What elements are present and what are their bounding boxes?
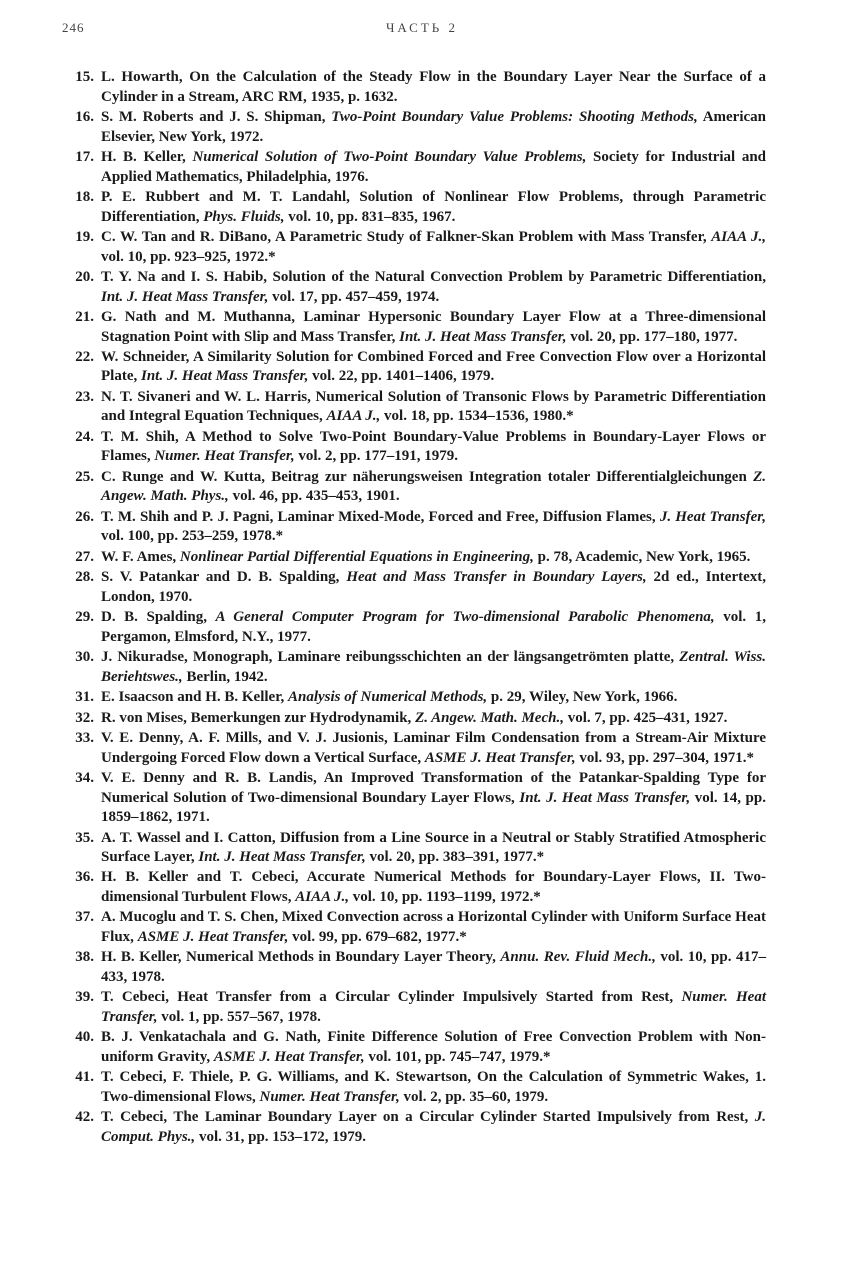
reference-text [101, 548, 766, 568]
reference-text [101, 108, 766, 147]
reference-source-title: J. Comput. Phys., [101, 1109, 766, 1145]
reference-text-segment: P. E. Rubbert and M. T. Landahl, Solution of Nonlinear Flow Problems, through Parametric Differentiation, [101, 188, 766, 225]
reference-source-title: Nonlinear Partial Differential Equations in Engineering, [179, 548, 534, 565]
reference-text-segment: T. Cebeci, F. Thiele, P. G. Williams, and K. Stewartson, On the Calculation of Symmetric Wakes, 1. Two-dimensional Flows, [101, 1069, 766, 1105]
reference-number: 19. [75, 228, 94, 245]
reference-item [66, 108, 766, 147]
reference-item [66, 1028, 766, 1067]
reference-text-segment: T. M. Shih and P. J. Pagni, Laminar Mixed-Mode, Forced and Free, Diffusion Flames, [101, 508, 660, 525]
reference-text-segment: S. V. Patankar and D. B. Spalding, [101, 569, 347, 586]
reference-text-segment: vol. 31, pp. 153–172, 1979. [195, 1128, 367, 1145]
reference-text-segment: V. E. Denny and R. B. Landis, An Improved Transformation of the Patankar-Spalding Type for Numerical Solution of Two-dimensional Boundary Layer Flows, [101, 769, 766, 806]
reference-text [101, 769, 766, 828]
reference-text-segment: E. Isaacson and H. B. Keller, [101, 689, 288, 706]
reference-number: 27. [75, 548, 94, 565]
reference-number: 37. [75, 909, 94, 926]
running-head: ЧАСТЬ 2 [385, 20, 459, 35]
reference-text-segment: W. F. Ames, [101, 548, 180, 565]
reference-item [66, 188, 766, 227]
reference-number: 42. [75, 1109, 94, 1126]
reference-text-segment: T. Cebeci, Heat Transfer from a Circular Cylinder Impulsively Started from Rest, [101, 989, 682, 1006]
reference-number: 31. [75, 689, 94, 706]
reference-text-segment: Society for Industrial and Applied Mathematics, Philadelphia, 1976. [101, 148, 767, 185]
reference-text-segment: vol. 93, pp. 297–304, 1971.* [575, 749, 754, 766]
reference-number: 41. [75, 1069, 94, 1086]
reference-text-segment: vol. 7, pp. 425–431, 1927. [563, 709, 728, 726]
reference-text [101, 388, 766, 427]
reference-text-segment: W. Schneider, A Similarity Solution for Combined Forced and Free Convection Flow over a Horizontal Plate, [101, 348, 766, 385]
reference-number: 39. [75, 989, 94, 1006]
reference-number: 30. [75, 649, 94, 666]
reference-text-segment: vol. 2, pp. 35–60, 1979. [399, 1089, 549, 1105]
reference-text-segment: S. M. Roberts and J. S. Shipman, [101, 108, 332, 125]
reference-text-segment: L. Howarth, On the Calculation of the Steady Flow in the Boundary Layer Near the Surface of a Cylinder in a Stream, ARC RM, 1935, p. 1632. [101, 69, 766, 105]
reference-item [66, 508, 766, 547]
reference-text-segment: vol. 10, pp. 923–925, 1972.* [101, 248, 276, 265]
reference-text-segment: vol. 2, pp. 177–191, 1979. [294, 448, 458, 465]
reference-text-segment: H. B. Keller, [101, 148, 193, 165]
page-number: 246 [62, 20, 85, 35]
reference-item [66, 1108, 766, 1147]
reference-text-segment: vol. 10, pp. 831–835, 1967. [284, 208, 456, 225]
reference-item [66, 548, 766, 568]
reference-text-segment: vol. 1, Pergamon, Elmsford, N.Y., 1977. [101, 609, 767, 645]
reference-text [101, 908, 766, 947]
reference-item [66, 1068, 766, 1107]
reference-text-segment: C. W. Tan and R. DiBano, A Parametric Study of Falkner-Skan Problem with Mass Transfer, [101, 228, 712, 245]
reference-item [66, 769, 766, 828]
reference-text-segment: C. Runge and W. Kutta, Beitrag zur näherungsweisen Integration totaler Differentialgleichungen [101, 468, 754, 485]
reference-text-segment: vol. 20, pp. 383–391, 1977.* [365, 849, 545, 866]
reference-text [101, 428, 766, 467]
reference-item [66, 308, 766, 347]
reference-list [66, 68, 766, 1148]
reference-source-title: Int. J. Heat Mass Transfer, [140, 368, 309, 385]
reference-text-segment: vol. 20, pp. 177–180, 1977. [566, 328, 738, 345]
reference-item [66, 729, 766, 768]
reference-source-title: Annu. Rev. Fluid Mech., [500, 949, 656, 966]
reference-number: 25. [75, 468, 94, 485]
reference-text-segment: vol. 1, pp. 557–567, 1978. [157, 1009, 321, 1026]
reference-text [101, 988, 766, 1027]
reference-text-segment: 2d ed., Intertext, London, 1970. [101, 569, 766, 605]
reference-number: 28. [75, 569, 94, 586]
reference-text-segment: A. T. Wassel and I. Catton, Diffusion from a Line Source in a Neutral or Stably Stratified Atmospheric Surface Layer, [101, 829, 766, 866]
reference-text [101, 829, 766, 868]
reference-item [66, 68, 766, 107]
reference-item [66, 648, 766, 687]
reference-source-title: Int. J. Heat Mass Transfer, [198, 849, 366, 866]
reference-text [101, 1028, 766, 1067]
reference-text [101, 948, 766, 987]
reference-source-title: Int. J. Heat Mass Transfer, [519, 789, 691, 806]
reference-text-segment: p. 29, Wiley, New York, 1966. [487, 689, 678, 706]
reference-text [101, 729, 766, 768]
page-header [62, 20, 782, 42]
reference-source-title: Numer. Heat Transfer, [101, 989, 766, 1026]
reference-text-segment: vol. 99, pp. 679–682, 1977.* [288, 929, 467, 946]
reference-item [66, 868, 766, 907]
reference-number: 20. [75, 268, 94, 285]
reference-text [101, 148, 766, 187]
reference-source-title: Phys. Fluids, [203, 208, 285, 225]
reference-text [101, 688, 766, 708]
reference-source-title: J. Heat Transfer, [659, 508, 766, 525]
reference-item [66, 948, 766, 987]
reference-text-segment: vol. 17, pp. 457–459, 1974. [268, 288, 440, 305]
reference-text-segment: vol. 22, pp. 1401–1406, 1979. [308, 368, 495, 385]
reference-text [101, 68, 766, 107]
reference-number: 36. [75, 869, 94, 886]
reference-text-segment: H. B. Keller, Numerical Methods in Boundary Layer Theory, [101, 949, 501, 966]
reference-number: 16. [75, 108, 94, 125]
reference-text-segment: vol. 46, pp. 435–453, 1901. [228, 488, 400, 505]
reference-number: 23. [75, 388, 94, 405]
reference-number: 24. [75, 428, 94, 445]
reference-text [101, 608, 766, 647]
reference-item [66, 709, 766, 729]
reference-item [66, 608, 766, 647]
reference-source-title: Numerical Solution of Two-Point Boundary Value Problems, [192, 148, 587, 165]
reference-text-segment: vol. 101, pp. 745–747, 1979.* [364, 1049, 551, 1066]
reference-text [101, 648, 766, 687]
reference-source-title: ASME J. Heat Transfer, [137, 929, 289, 946]
reference-source-title: A General Computer Program for Two-dimensional Parabolic Phenomena, [215, 609, 715, 626]
reference-text-segment: H. B. Keller and T. Cebeci, Accurate Numerical Methods for Boundary-Layer Flows, II. Two-dimensional Turbulent Flows, [101, 869, 766, 906]
reference-item [66, 568, 766, 607]
reference-text-segment: vol. 100, pp. 253–259, 1978.* [101, 528, 284, 545]
reference-number: 18. [75, 188, 94, 205]
reference-text-segment: T. Cebeci, The Laminar Boundary Layer on a Circular Cylinder Started Impulsively from Rest, [101, 1109, 755, 1126]
reference-number: 29. [75, 609, 94, 626]
reference-number: 22. [75, 348, 94, 365]
reference-text [101, 568, 766, 607]
reference-source-title: Analysis of Numerical Methods, [287, 689, 488, 706]
reference-source-title: AIAA J., [711, 228, 766, 245]
reference-text-segment: Berlin, 1942. [182, 668, 268, 685]
reference-item [66, 908, 766, 947]
reference-item [66, 688, 766, 708]
reference-source-title: Two-Point Boundary Value Problems: Shooting Methods, [331, 108, 698, 125]
reference-number: 40. [75, 1029, 94, 1046]
reference-source-title: Z. Angew. Math. Mech., [415, 709, 564, 726]
reference-text-segment: D. B. Spalding, [101, 609, 216, 626]
reference-text [101, 868, 766, 907]
reference-source-title: Heat and Mass Transfer in Boundary Layers, [346, 569, 647, 586]
reference-item [66, 388, 766, 427]
reference-text [101, 268, 766, 307]
reference-number: 35. [75, 829, 94, 846]
reference-text-segment: T. M. Shih, A Method to Solve Two-Point Boundary-Value Problems in Boundary-Layer Flows or Flames, [101, 428, 766, 465]
reference-number: 15. [75, 69, 94, 85]
reference-text [101, 709, 766, 729]
reference-item [66, 148, 766, 187]
reference-text-segment: A. Mucoglu and T. S. Chen, Mixed Convection across a Horizontal Cylinder with Uniform Surface Heat Flux, [101, 909, 766, 946]
reference-text-segment: G. Nath and M. Muthanna, Laminar Hypersonic Boundary Layer Flow at a Three-dimensional Stagnation Point with Slip and Mass Transfer, [101, 308, 766, 345]
reference-source-title: Z. Angew. Math. Phys., [101, 468, 766, 505]
reference-item [66, 348, 766, 387]
reference-text [101, 228, 766, 267]
reference-number: 38. [75, 949, 94, 966]
reference-text-segment: T. Y. Na and I. S. Habib, Solution of the Natural Convection Problem by Parametric Differentiation, [101, 268, 766, 285]
reference-text-segment: vol. 10, pp. 1193–1199, 1972.* [349, 889, 541, 906]
reference-source-title: Numer. Heat Transfer, [259, 1089, 400, 1105]
reference-source-title: Int. J. Heat Mass Transfer, [399, 328, 567, 345]
reference-text [101, 348, 766, 387]
reference-text [101, 188, 766, 227]
reference-text-segment: J. Nikuradse, Monograph, Laminare reibungsschichten an der längsangetrömten platte, [101, 649, 680, 666]
reference-source-title: ASME J. Heat Transfer, [213, 1049, 365, 1066]
reference-text-segment: V. E. Denny, A. F. Mills, and V. J. Jusionis, Laminar Film Condensation from a Stream-Air Mixture Undergoing Forced Flow down a Vertical Surface, [101, 729, 766, 766]
reference-text-segment: p. 78, Academic, New York, 1965. [533, 548, 751, 565]
reference-source-title: ASME J. Heat Transfer, [424, 749, 576, 766]
reference-text-segment: vol. 14, pp. 1859–1862, 1971. [101, 789, 766, 826]
reference-text [101, 468, 766, 507]
reference-number: 33. [75, 729, 94, 746]
reference-text [101, 308, 766, 347]
reference-text [101, 508, 766, 547]
reference-source-title: AIAA J., [326, 408, 381, 425]
reference-item [66, 268, 766, 307]
reference-item [66, 988, 766, 1027]
reference-number: 26. [75, 508, 94, 525]
reference-source-title: Numer. Heat Transfer, [154, 448, 295, 465]
reference-text-segment: R. von Mises, Bemerkungen zur Hydrodynamik, [101, 709, 416, 726]
reference-text-segment: vol. 18, pp. 1534–1536, 1980.* [380, 408, 574, 425]
reference-item [66, 428, 766, 467]
reference-item [66, 829, 766, 868]
reference-number: 21. [75, 308, 94, 325]
reference-item [66, 228, 766, 267]
reference-text-segment: B. J. Venkatachala and G. Nath, Finite Difference Solution of Free Convection Problem with Non-uniform Gravity, [101, 1029, 766, 1066]
reference-source-title: Int. J. Heat Mass Transfer, [101, 288, 269, 305]
reference-number: 34. [75, 769, 94, 786]
reference-number: 17. [75, 148, 94, 165]
reference-number: 32. [75, 709, 94, 726]
reference-source-title: AIAA J., [295, 889, 350, 906]
reference-text [101, 1108, 766, 1147]
reference-text-segment: vol. 10, pp. 417–433, 1978. [101, 949, 766, 986]
reference-text [101, 1068, 766, 1107]
reference-text-segment: American Elsevier, New York, 1972. [101, 108, 767, 145]
reference-item [66, 468, 766, 507]
reference-text-segment: N. T. Sivaneri and W. L. Harris, Numerical Solution of Transonic Flows by Parametric Differentiation and Integral Equation Techniques, [101, 388, 766, 425]
reference-source-title: Zentral. Wiss. Beriehtswes., [101, 649, 766, 685]
